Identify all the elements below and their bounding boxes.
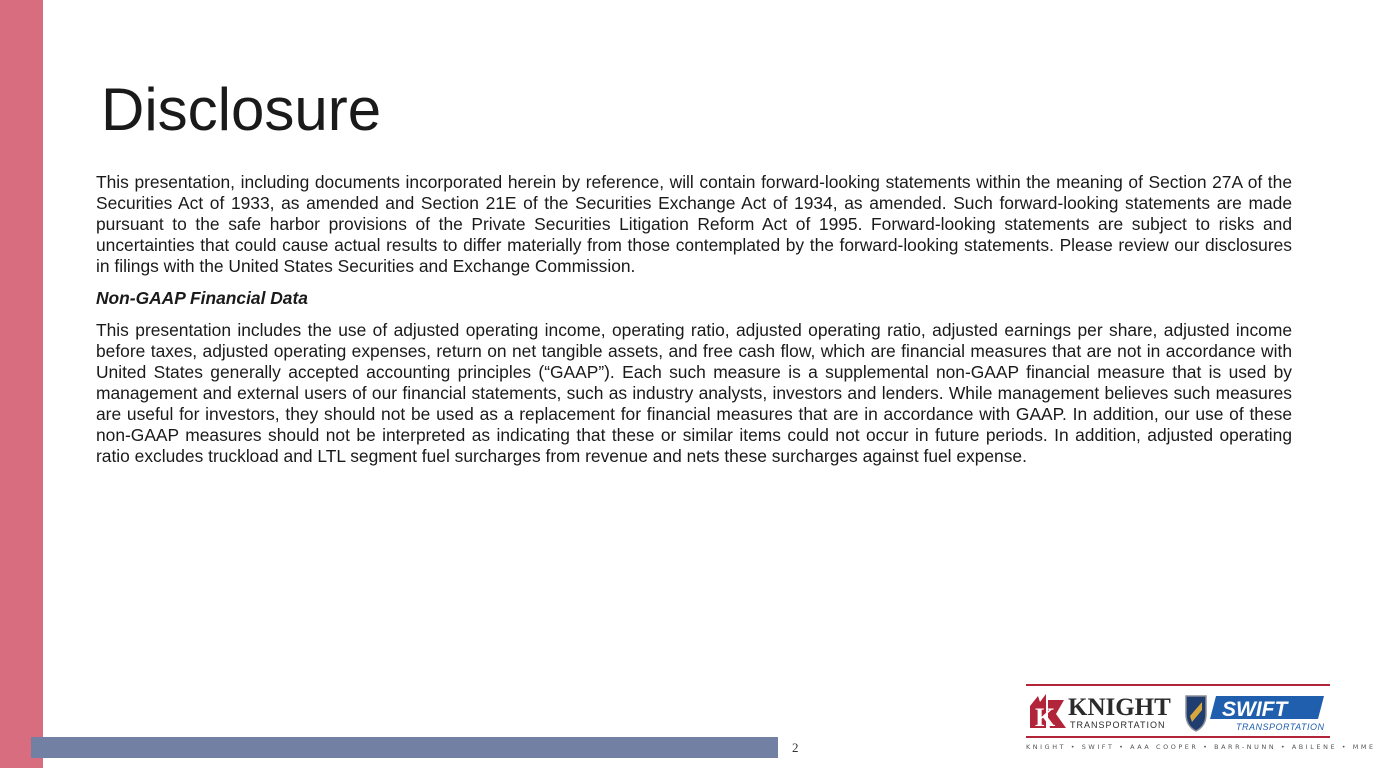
logo-top-rule xyxy=(1026,684,1330,686)
knight-subtitle: TRANSPORTATION xyxy=(1070,720,1166,730)
non-gaap-heading: Non-GAAP Financial Data xyxy=(96,288,308,308)
disclosure-body xyxy=(96,172,1292,467)
bottom-accent-bar xyxy=(31,737,778,758)
page-title: Disclosure xyxy=(101,76,382,143)
swift-subtitle: TRANSPORTATION xyxy=(1236,722,1325,732)
non-gaap-paragraph: This presentation includes the use of adjusted operating income, operating ratio, adjusted operating ratio, adjusted earnings per share, adjusted income before taxes, adjusted operating expenses, return on net tangible assets, and free cash flow, which are financial measures that are not in accordance with United States generally accepted accounting principles (“GAAP”). Each such measure is a supplemental non-GAAP financial measure that is used by management and external users of our financial statements, such as industry analysts, investors and lenders. While management believes such measures are useful for investors, they should not be used as a replacement for financial measures that are in accordance with GAAP. In addition, our use of these non-GAAP measures should not be interpreted as indicating that these or similar items could not occur in future periods. In addition, adjusted operating ratio excludes truckload and LTL segment fuel surcharges from revenue and nets these surcharges against fuel expense. xyxy=(96,320,1292,466)
knight-wordmark: KNIGHT xyxy=(1068,694,1171,721)
company-logo xyxy=(1026,684,1376,758)
swift-badge-icon xyxy=(1210,696,1324,721)
knight-mark-letter: K xyxy=(1035,703,1056,732)
knight-swift-logo-graphic xyxy=(1026,688,1330,734)
page-number: 2 xyxy=(792,740,799,755)
logo-bottom-rule xyxy=(1026,736,1330,738)
left-accent-bar xyxy=(0,0,43,768)
swift-wordmark: SWIFT xyxy=(1222,698,1288,721)
forward-looking-statement-paragraph: This presentation, including documents incorporated herein by reference, will contain forward-looking statements within the meaning of Section 27A of the Securities Act of 1933, as amended and Section 21E of the Securities Exchange Act of 1934, as amended. Such forward-looking statements are made pursuant to the safe harbor provisions of the Private Securities Litigation Reform Act of 1995. Forward-looking statements are subject to risks and uncertainties that could cause actual results to differ materially from those contemplated by the forward-looking statements. Please review our disclosures in filings with the United States Securities and Exchange Commission. xyxy=(96,172,1292,276)
shield-icon xyxy=(1186,696,1206,731)
knight-emblem-icon xyxy=(1030,694,1066,732)
brand-family-strip: KNIGHT • SWIFT • AAA COOPER • BARR-NUNN • ABILENE • MME xyxy=(1026,743,1376,751)
